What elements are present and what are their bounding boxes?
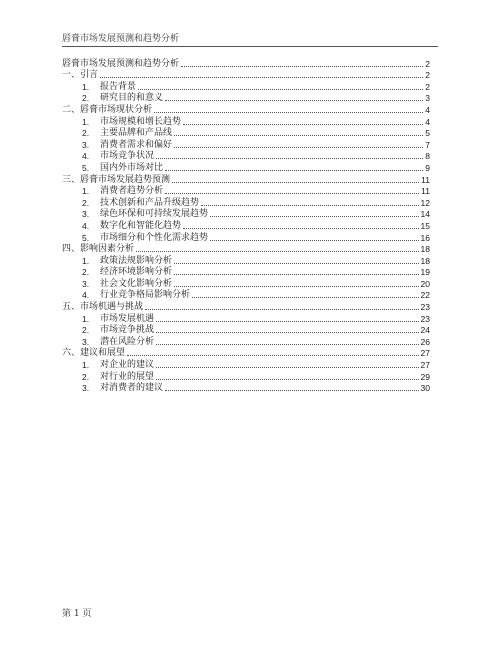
toc-entry-label: 二、唇膏市场现状分析 (62, 104, 153, 115)
toc-dot-leader (156, 321, 419, 322)
toc-subsection-entry[interactable] (62, 383, 430, 395)
toc-dot-leader (165, 100, 423, 101)
toc-subsection-entry[interactable] (62, 359, 430, 371)
toc-dot-leader (138, 89, 423, 90)
toc-entry-number: 4. (82, 290, 90, 301)
toc-dot-leader (156, 379, 419, 380)
toc-subsection-entry[interactable] (62, 371, 430, 383)
toc-subsection-entry[interactable] (62, 81, 430, 93)
toc-dot-leader (145, 309, 419, 310)
toc-entry-page-number: 24 (420, 325, 430, 336)
toc-entry-label: 主要品牌和产品线 (100, 128, 173, 139)
toc-entry-number: 2. (82, 267, 90, 278)
toc-entry-label: 政策法规影响分析 (100, 255, 173, 266)
toc-entry-number: 3. (82, 336, 90, 347)
toc-dot-leader (210, 240, 419, 241)
toc-dot-leader (174, 274, 419, 275)
toc-dot-leader (156, 344, 419, 345)
toc-entry-label: 三、唇膏市场发展趋势预测 (62, 174, 171, 185)
toc-entry-label: 社会文化影响分析 (100, 278, 173, 289)
toc-section-entry[interactable] (62, 174, 430, 186)
toc-entry-page-number: 2 (425, 70, 430, 81)
toc-subsection-entry[interactable] (62, 116, 430, 128)
toc-entry-label: 研究目的和意义 (100, 93, 164, 104)
toc-subsection-entry[interactable] (62, 151, 430, 163)
toc-entry-page-number: 9 (425, 162, 430, 173)
toc-dot-leader (156, 332, 419, 333)
toc-entry-label: 四、影响因素分析 (62, 244, 135, 255)
toc-entry-label: 对行业的展望 (100, 371, 155, 382)
toc-entry-label: 技术创新和产品升级趋势 (100, 197, 200, 208)
toc-entry-page-number: 4 (425, 116, 430, 127)
toc-entry-page-number: 27 (420, 360, 430, 371)
toc-dot-leader (183, 228, 419, 229)
toc-entry-number: 3. (82, 209, 90, 220)
toc-dot-leader (154, 112, 423, 113)
toc-subsection-entry[interactable] (62, 139, 430, 151)
toc-entry-page-number: 15 (420, 220, 430, 231)
toc-dot-leader (165, 193, 419, 194)
toc-entry-number: 1. (82, 313, 90, 324)
toc-entry-page-number: 3 (425, 93, 430, 104)
toc-subsection-entry[interactable] (62, 197, 430, 209)
toc-entry-number: 3. (82, 278, 90, 289)
toc-entry-page-number: 12 (420, 197, 430, 208)
toc-dot-leader (174, 263, 419, 264)
toc-dot-leader (201, 205, 419, 206)
toc-dot-leader (174, 147, 423, 148)
toc-entry-page-number: 2 (425, 58, 430, 69)
toc-subsection-entry[interactable] (62, 325, 430, 337)
toc-entry-page-number: 7 (425, 139, 430, 150)
table-of-contents (62, 58, 430, 394)
toc-section-entry[interactable] (62, 244, 430, 256)
toc-entry-number: 3. (82, 383, 90, 394)
toc-entry-page-number: 14 (420, 209, 430, 220)
toc-subsection-entry[interactable] (62, 93, 430, 105)
toc-subsection-entry[interactable] (62, 290, 430, 302)
toc-entry-page-number: 18 (420, 255, 430, 266)
toc-dot-leader (127, 355, 419, 356)
toc-subsection-entry[interactable] (62, 220, 430, 232)
page-number-footer: 第 1 页 (62, 609, 92, 619)
toc-entry-number: 2. (82, 371, 90, 382)
toc-subsection-entry[interactable] (62, 267, 430, 279)
toc-entry-page-number: 5 (425, 128, 430, 139)
toc-entry-label: 国内外市场对比 (100, 162, 164, 173)
toc-entry-page-number: 23 (420, 313, 430, 324)
toc-subsection-entry[interactable] (62, 209, 430, 221)
toc-entry-number: 1. (82, 360, 90, 371)
toc-entry-number: 1. (82, 116, 90, 127)
toc-entry-label: 对企业的建议 (100, 360, 155, 371)
running-header: 唇膏市场发展预测和趋势分析 (62, 34, 180, 44)
toc-dot-leader (210, 216, 419, 217)
toc-entry-page-number: 23 (420, 302, 430, 313)
toc-dot-leader (192, 297, 419, 298)
toc-subsection-entry[interactable] (62, 232, 430, 244)
toc-subsection-entry[interactable] (62, 162, 430, 174)
toc-entry-number: 1. (82, 255, 90, 266)
toc-subsection-entry[interactable] (62, 128, 430, 140)
toc-entry-label: 一、引言 (62, 70, 99, 81)
toc-entry-page-number: 27 (420, 348, 430, 359)
toc-entry-label: 五、市场机遇与挑战 (62, 302, 144, 313)
toc-dot-leader (165, 390, 419, 391)
toc-entry-label: 市场竞争挑战 (100, 325, 155, 336)
toc-entry-page-number: 11 (421, 174, 430, 185)
toc-subsection-entry[interactable] (62, 336, 430, 348)
toc-subsection-entry[interactable] (62, 255, 430, 267)
toc-entry-page-number: 19 (420, 267, 430, 278)
toc-entry-page-number: 18 (420, 244, 430, 255)
toc-entry-page-number: 4 (425, 104, 430, 115)
toc-dot-leader (136, 251, 419, 252)
toc-entry-label: 对消费者的建议 (100, 383, 164, 394)
toc-entry-number: 2. (82, 197, 90, 208)
toc-entry-label: 经济环境影响分析 (100, 267, 173, 278)
toc-entry-page-number: 30 (420, 383, 430, 394)
toc-entry-number: 1. (82, 81, 90, 92)
toc-entry-label: 市场规模和增长趋势 (100, 116, 182, 127)
toc-entry-label: 数字化和智能化趋势 (100, 220, 182, 231)
toc-entry-number: 2. (82, 128, 90, 139)
toc-dot-leader (165, 170, 423, 171)
toc-dot-leader (183, 124, 423, 125)
toc-entry-number: 4. (82, 220, 90, 231)
toc-dot-leader (174, 286, 419, 287)
toc-dot-leader (156, 367, 419, 368)
toc-section-entry[interactable] (62, 301, 430, 313)
toc-entry-number: 3. (82, 139, 90, 150)
toc-entry-label: 消费者需求和偏好 (100, 139, 173, 150)
toc-entry-label: 六、建议和展望 (62, 348, 126, 359)
toc-entry-number: 2. (82, 93, 90, 104)
toc-entry-number: 5. (82, 232, 90, 243)
toc-subsection-entry[interactable] (62, 186, 430, 198)
toc-section-entry[interactable] (62, 70, 430, 82)
toc-section-entry[interactable] (62, 348, 430, 360)
toc-entry-page-number: 8 (425, 151, 430, 162)
toc-entry-number: 1. (82, 186, 90, 197)
toc-entry-number: 5. (82, 162, 90, 173)
toc-entry-label: 报告背景 (100, 81, 137, 92)
toc-section-entry[interactable] (62, 58, 430, 70)
toc-entry-label: 潜在风险分析 (100, 336, 155, 347)
toc-entry-label: 消费者趋势分析 (100, 186, 164, 197)
toc-dot-leader (156, 158, 423, 159)
toc-entry-label: 市场竞争状况 (100, 151, 155, 162)
toc-dot-leader (174, 135, 423, 136)
toc-subsection-entry[interactable] (62, 313, 430, 325)
toc-dot-leader (181, 66, 423, 67)
toc-entry-number: 4. (82, 151, 90, 162)
toc-entry-label: 市场发展机遇 (100, 313, 155, 324)
toc-dot-leader (172, 182, 419, 183)
toc-entry-label: 市场细分和个性化需求趋势 (100, 232, 209, 243)
toc-entry-page-number: 26 (420, 336, 430, 347)
toc-entry-page-number: 11 (421, 186, 430, 197)
toc-subsection-entry[interactable] (62, 278, 430, 290)
header-divider (62, 46, 438, 47)
toc-entry-label: 绿色环保和可持续发展趋势 (100, 209, 209, 220)
toc-entry-page-number: 22 (420, 290, 430, 301)
toc-section-entry[interactable] (62, 104, 430, 116)
toc-entry-page-number: 2 (425, 81, 430, 92)
toc-entry-label: 行业竞争格局影响分析 (100, 290, 191, 301)
toc-entry-page-number: 20 (420, 278, 430, 289)
toc-entry-page-number: 29 (420, 371, 430, 382)
toc-entry-number: 2. (82, 325, 90, 336)
toc-dot-leader (100, 77, 423, 78)
toc-entry-label: 唇膏市场发展预测和趋势分析 (62, 58, 180, 69)
toc-entry-page-number: 16 (420, 232, 430, 243)
